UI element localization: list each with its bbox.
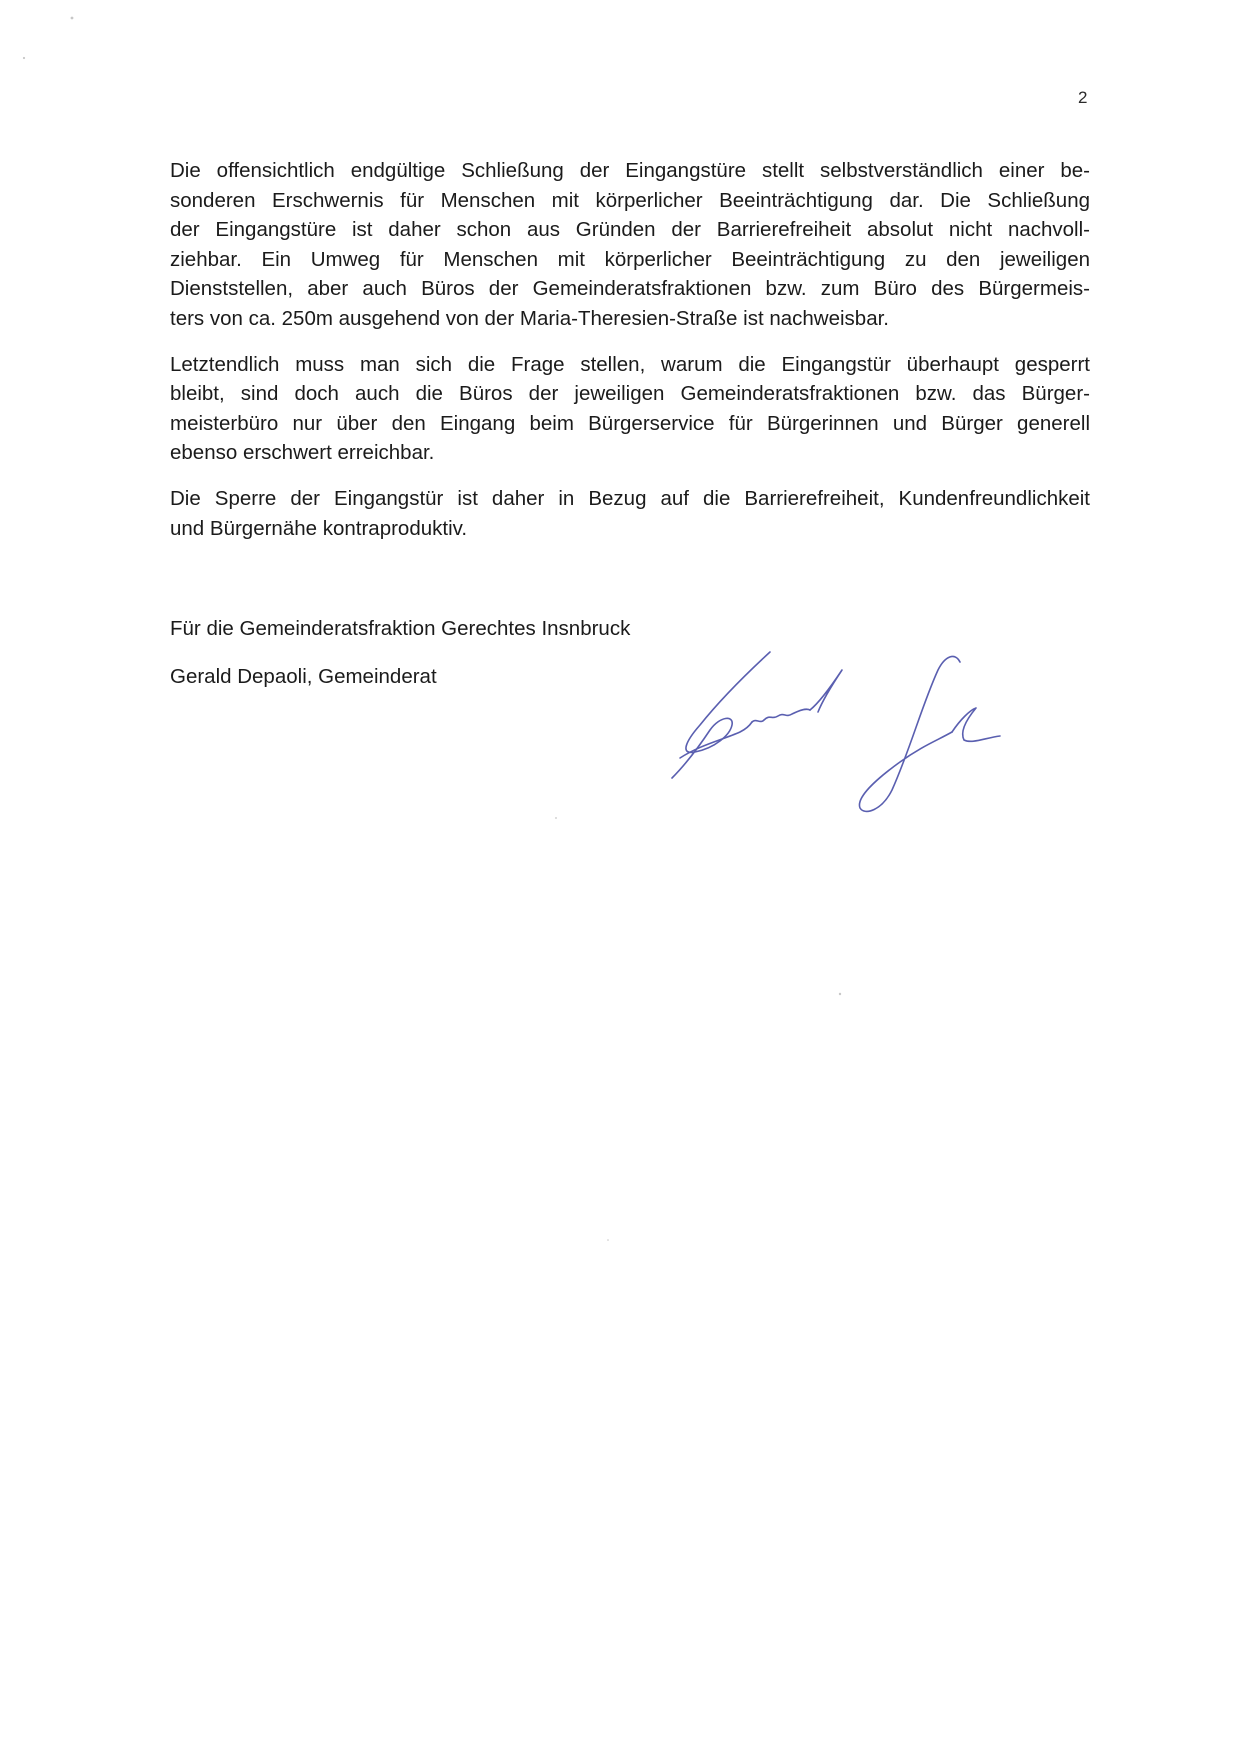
text-line: sonderen Erschwernis für Menschen mit körperlicher Beeinträchtigung dar. Die Schließung — [170, 188, 1090, 212]
speck — [71, 17, 74, 20]
text-line: ebenso erschwert erreichbar. — [170, 441, 435, 465]
paragraph-2 — [170, 350, 1090, 468]
text-line: und Bürgernähe kontraproduktiv. — [170, 516, 468, 540]
signature-strokes — [672, 652, 1000, 811]
signature-stroke — [752, 709, 810, 722]
signature-stroke — [859, 656, 960, 811]
text-line: meisterbüro nur über den Eingang beim Bürgerservice für Bürgerinnen und Bürger generell — [170, 411, 1090, 435]
text-line: Die Sperre der Eingangstür ist daher in Bezug auf die Barrierefreiheit, Kundenfreundlichkeit — [170, 486, 1090, 510]
text-line: ters von ca. 250m ausgehend von der Maria-Theresien-Straße ist nachweisbar. — [170, 306, 890, 330]
handwritten-signature — [660, 640, 1060, 820]
page-number: 2 — [1078, 88, 1088, 107]
paragraph-1 — [170, 156, 1090, 334]
paragraph-3 — [170, 484, 1090, 543]
text-line: ziehbar. Ein Umweg für Menschen mit körperlicher Beeinträchtigung zu den jeweiligen — [170, 247, 1090, 271]
signature-stroke — [810, 670, 842, 712]
signoff-name: Gerald Depaoli, Gemeinderat — [170, 665, 437, 688]
speck — [555, 817, 557, 819]
text-line: Die offensichtlich endgültige Schließung der Eingangstüre stellt selbstverständlich einer be- — [170, 159, 1090, 182]
text-line: Letztendlich muss man sich die Frage stellen, warum die Eingangstür überhaupt gesperrt — [170, 352, 1090, 376]
text-line: Dienststellen, aber auch Büros der Gemeinderatsfraktionen bzw. zum Büro des Bürgermeis- — [170, 277, 1090, 301]
signature-stroke — [680, 722, 752, 758]
letter-body — [170, 156, 1090, 559]
signature-stroke — [672, 652, 770, 778]
text-line: bleibt, sind doch auch die Büros der jeweiligen Gemeinderatsfraktionen bzw. das Bürger- — [170, 382, 1090, 406]
speck — [839, 993, 841, 995]
text-line: der Eingangstüre ist daher schon aus Gründen der Barrierefreiheit absolut nicht nachvoll- — [170, 218, 1090, 242]
speck — [23, 57, 25, 59]
signoff-faction: Für die Gemeinderatsfraktion Gerechtes Insnbruck — [170, 617, 631, 640]
signature-stroke — [952, 708, 1000, 741]
speck — [607, 1239, 609, 1241]
